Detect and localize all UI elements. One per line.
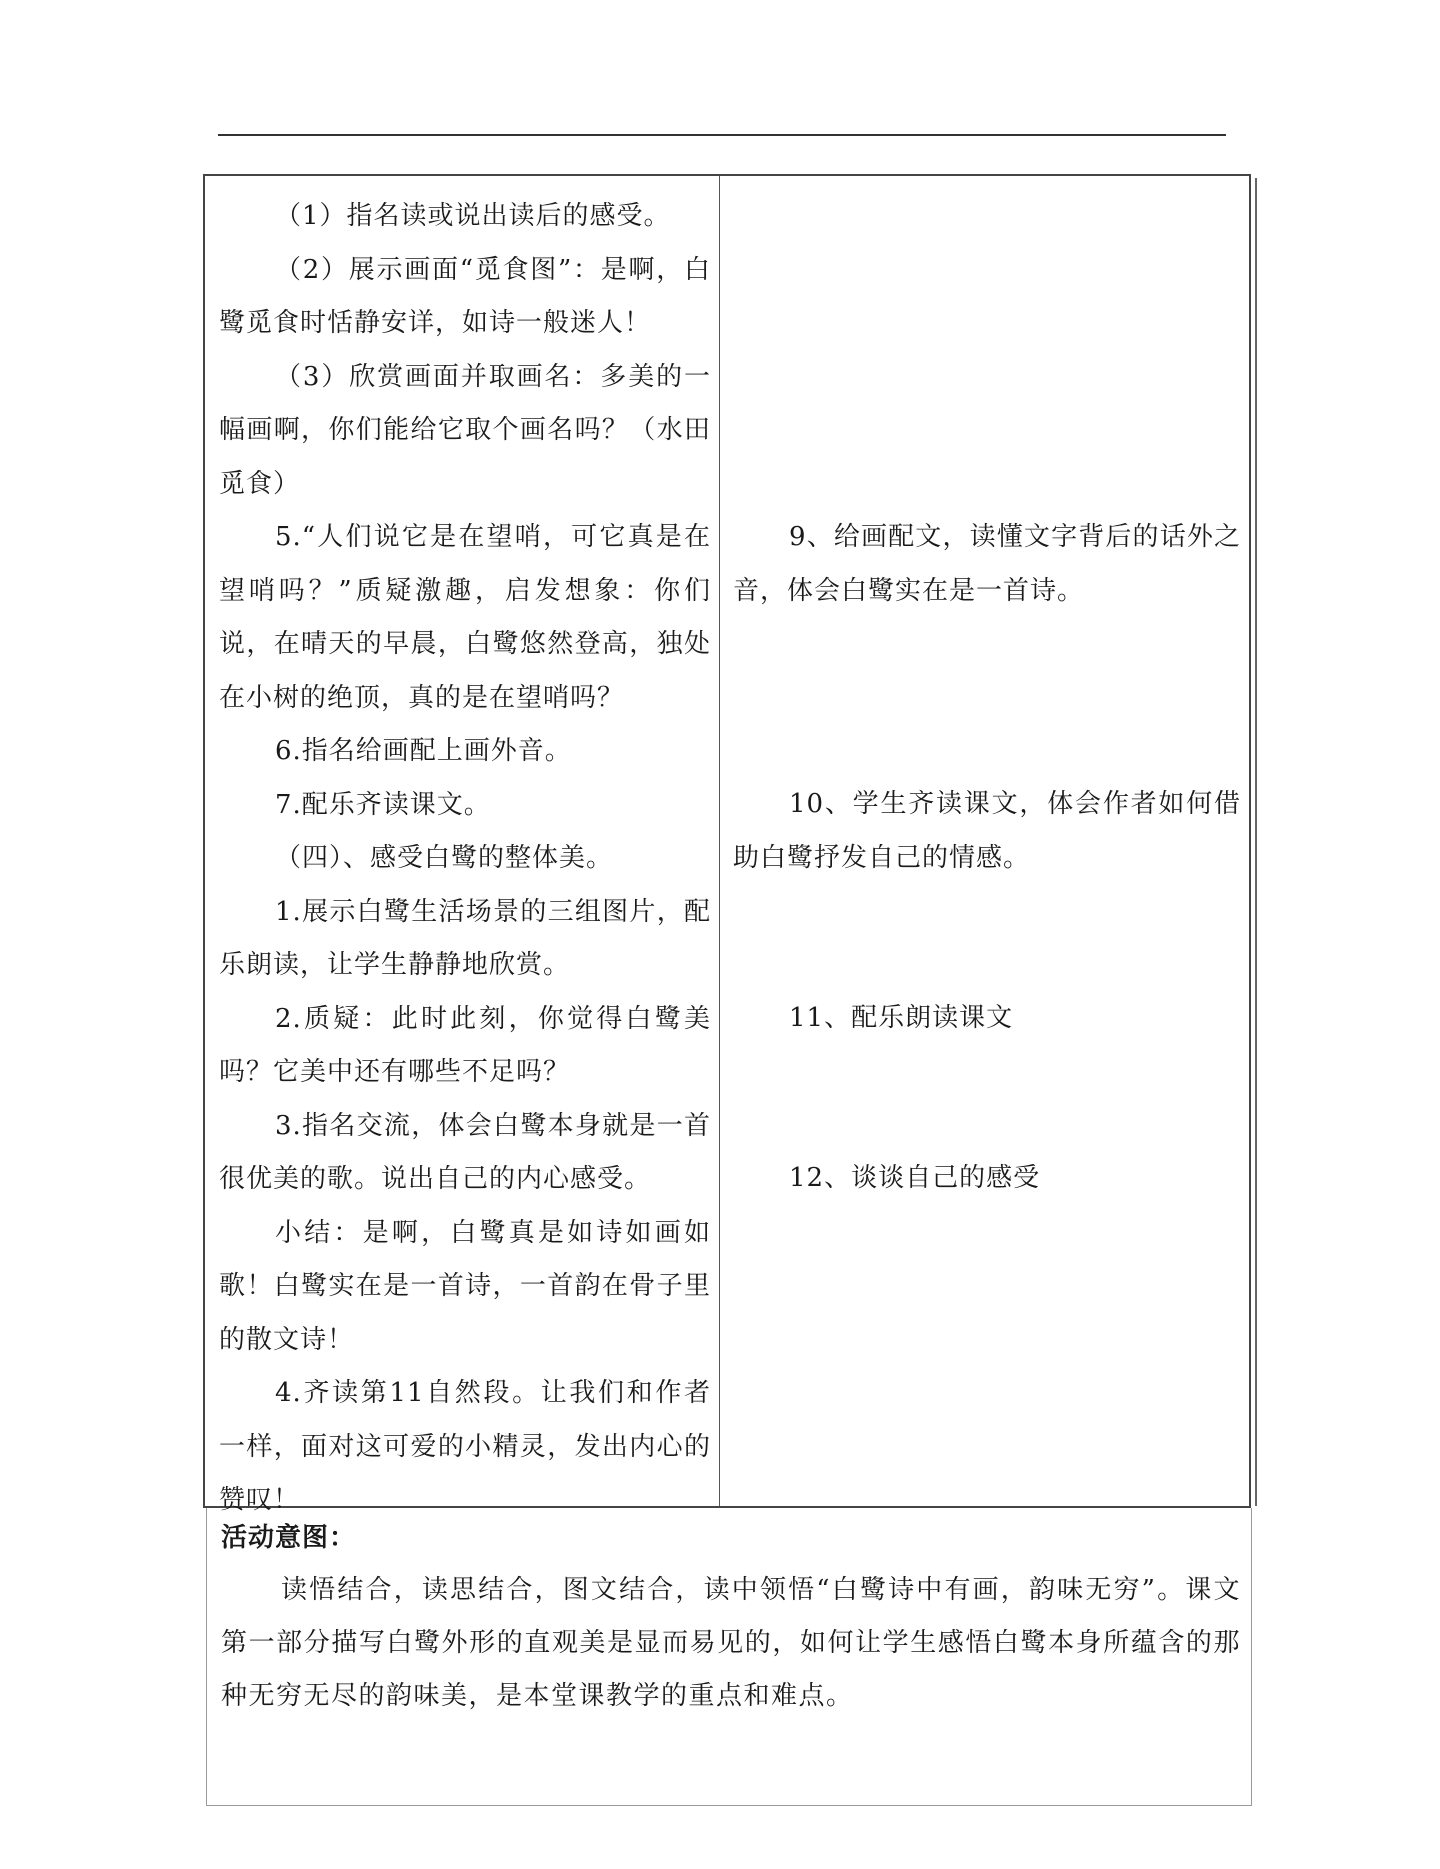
step-paragraph: 7.配乐齐读课文。 bbox=[275, 789, 491, 820]
activity-intent-box bbox=[206, 1508, 1252, 1806]
step-paragraph: 3.指名交流，体会白鹭本身就是一首很优美的歌。说出自己的内心感受。 bbox=[219, 1110, 711, 1194]
step-paragraph: 1.展示白鹭生活场景的三组图片，配乐朗读，让学生静静地欣赏。 bbox=[219, 896, 711, 980]
step-paragraph: 5.“人们说它是在望哨，可它真是在望哨吗？”质疑激趣，启发想象：你们说，在晴天的早晨，白鹭悠然登高，独处在小树的绝顶，真的是在望哨吗？ bbox=[219, 522, 711, 713]
activity-intent-body: 读悟结合，读思结合，图文结合，读中领悟“白鹭诗中有画，韵味无穷”。课文第一部分描写白鹭外形的直观美是显而易见的，如何让学生感悟白鹭本身所蕴含的那种无穷无尽的韵味美，是本堂课教学的重点和难点。 bbox=[221, 1575, 1241, 1711]
step-paragraph: （1）指名读或说出读后的感受。 bbox=[275, 201, 671, 231]
student-step: 9、给画配文，读懂文字背后的话外之音，体会白鹭实在是一首诗。 bbox=[733, 522, 1241, 606]
step-paragraph: 6.指名给画配上画外音。 bbox=[275, 736, 572, 766]
teacher-activity-column bbox=[219, 190, 711, 1528]
activity-intent-title: 活动意图： bbox=[221, 1523, 357, 1553]
student-step: 11、配乐朗读课文 bbox=[789, 1003, 1014, 1033]
student-step: 10、学生齐读课文，体会作者如何借助白鹭抒发自己的情感。 bbox=[733, 789, 1241, 873]
header-rule bbox=[218, 134, 1226, 136]
section-heading: （四）、感受白鹭的整体美。 bbox=[275, 843, 614, 873]
step-paragraph: 2.质疑：此时此刻，你觉得白鹭美吗？它美中还有哪些不足吗？ bbox=[219, 1003, 711, 1087]
column-divider bbox=[719, 176, 720, 1506]
student-step: 12、谈谈自己的感受 bbox=[789, 1163, 1041, 1193]
step-paragraph: 4.齐读第11自然段。让我们和作者一样，面对这可爱的小精灵，发出内心的赞叹！ bbox=[219, 1378, 711, 1515]
lesson-table bbox=[203, 174, 1251, 1515]
summary-paragraph: 小结：是啊，白鹭真是如诗如画如歌！白鹭实在是一首诗，一首韵在骨子里的散文诗！ bbox=[219, 1217, 711, 1355]
step-paragraph: （2）展示画面“觅食图”：是啊，白鹭觅食时恬静安详，如诗一般迷人！ bbox=[219, 254, 711, 338]
step-paragraph: （3）欣赏画面并取画名：多美的一幅画啊，你们能给它取个画名吗？（水田觅食） bbox=[219, 361, 711, 499]
